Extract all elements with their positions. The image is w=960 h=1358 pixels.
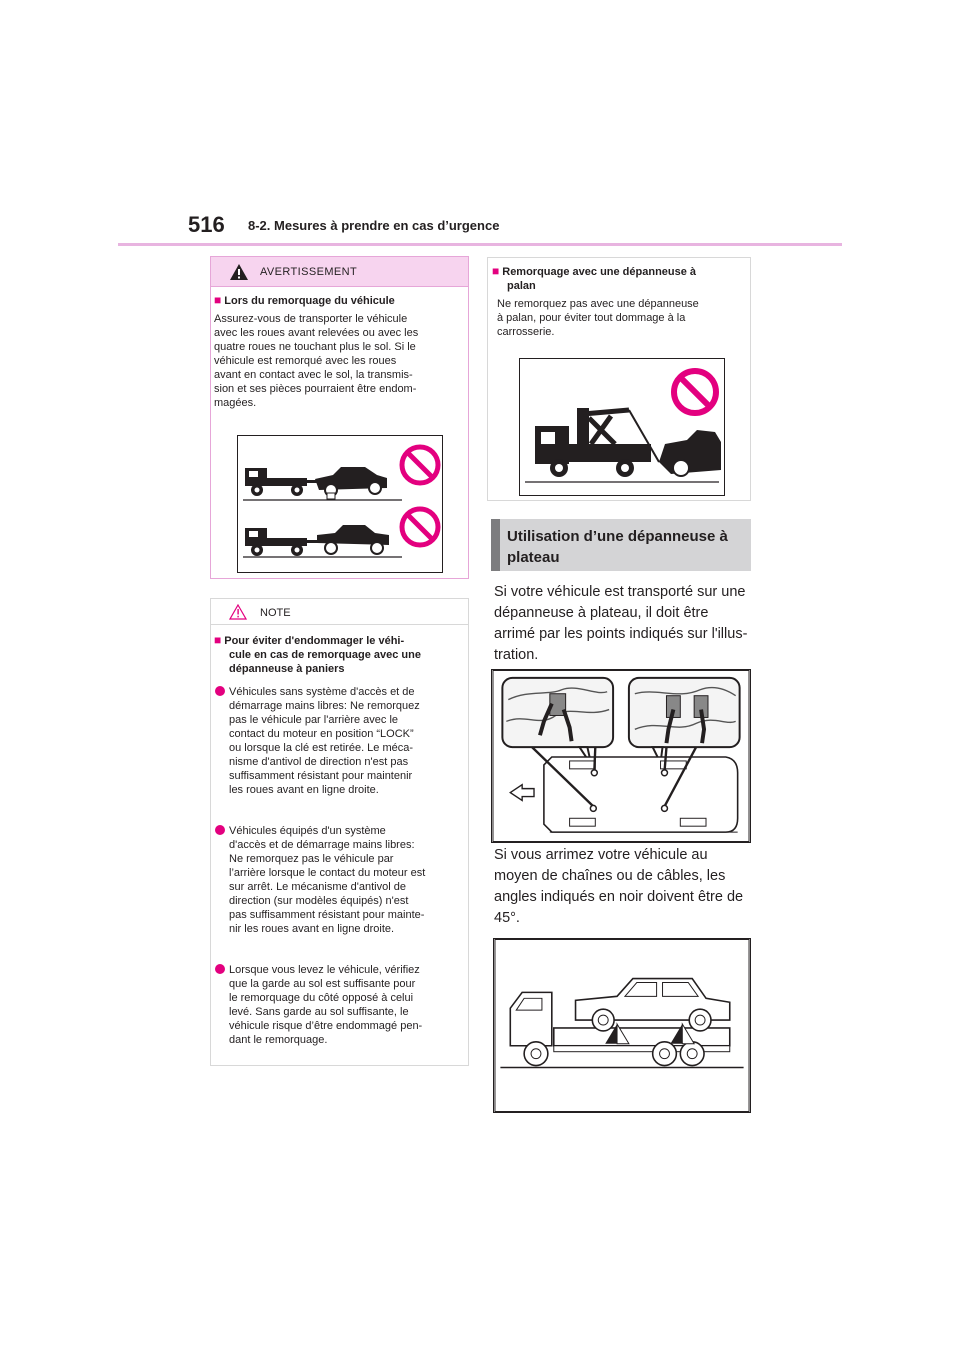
flatbed-truck-illustration xyxy=(493,938,751,1113)
flatbed-paragraph-1: Si votre véhicule est transporté sur une dépanneuse à plateau, il doit être arrimé par les points indiqués sur l'illus- tration. xyxy=(494,584,748,663)
warning-heading: ■ Lors du remorquage du véhicule xyxy=(214,293,395,307)
hoist-box xyxy=(487,257,751,501)
bullet-icon xyxy=(215,964,225,974)
warning-header xyxy=(211,257,468,287)
hoist-text: Ne remorquez pas avec une dépanneuse à palan, pour éviter tout dommage à la carrosserie. xyxy=(497,298,699,338)
warning-label: AVERTISSEMENT xyxy=(260,266,358,278)
page-number: 516 xyxy=(188,212,225,237)
hoist-truck-prohibited-illustration xyxy=(519,358,725,496)
warning-triangle-icon xyxy=(229,263,249,281)
section-title: 8-2. Mesures à prendre en cas d’urgence xyxy=(248,218,500,233)
note-box xyxy=(210,598,469,1066)
note-bullet-1: Véhicules sans système d'accès et de démarrage mains libres: Ne remorquez pas le véhicule par l'arrière avec le contact du moteur en position “LOCK” ou lorsque la clé est retirée. Le méca- nisme d'antivol de direction n'est pas suffisamment résistant pour maintenir les roues avant en ligne droite. xyxy=(229,685,467,797)
car-top-view xyxy=(544,757,738,832)
note-heading: ■ Pour éviter d'endommager le véhi- cule en cas de remorquage avec une dépanneuse à paniers xyxy=(214,633,421,675)
note-bullet-2: Véhicules équipés d'un système d'accès et de démarrage mains libres: Ne remorquez pas le véhicule par l’arrière lorsque le contact du moteur est sur arrêt. Le mécanisme d'antivol de direction (sur modèles équipés) n'est pas suffisamment résistant pour mainte- nir les roues avant en ligne droite. xyxy=(229,824,467,936)
square-bullet-icon: ■ xyxy=(492,264,500,278)
note-header xyxy=(211,599,468,625)
heading-bar xyxy=(491,519,500,571)
bullet-icon xyxy=(215,825,225,835)
header-rule xyxy=(118,243,842,246)
square-bullet-icon: ■ xyxy=(214,293,222,307)
note-triangle-icon xyxy=(229,604,247,620)
hoist-heading: ■ Remorquage avec une dépanneuse à palan xyxy=(492,264,697,292)
tie-down-points-illustration xyxy=(491,669,751,843)
bullet-icon xyxy=(215,686,225,696)
warning-box xyxy=(210,256,469,579)
tow-dolly-prohibited-illustration xyxy=(237,435,443,573)
note-bullet-3: Lorsque vous levez le véhicule, vérifiez que la garde au sol est suffisante pour le remorquage du côté opposé à celui levé. Sans garde au sol suffisante, le véhicule risque d’être endommagé pen- dant le remorquage. xyxy=(229,963,467,1047)
flatbed-heading-band xyxy=(491,519,751,571)
flatbed-heading: Utilisation d’une dépanneuse à plateau xyxy=(507,528,728,566)
flatbed-paragraph-2: Si vous arrimez votre véhicule au moyen de chaînes ou de câbles, les angles indiqués en noir doivent être de 45°. xyxy=(494,847,744,926)
warning-text: Assurez-vous de transporter le véhicule avec les roues avant relevées ou avec les quatre roues ne touchant plus le sol. Si le véhicule est remorqué avec les roues avant en contact avec le sol, la transmis- sion et ses pièces pourraient être endom- magées. xyxy=(214,313,419,409)
square-bullet-icon: ■ xyxy=(214,633,222,647)
note-label: NOTE xyxy=(260,607,291,619)
